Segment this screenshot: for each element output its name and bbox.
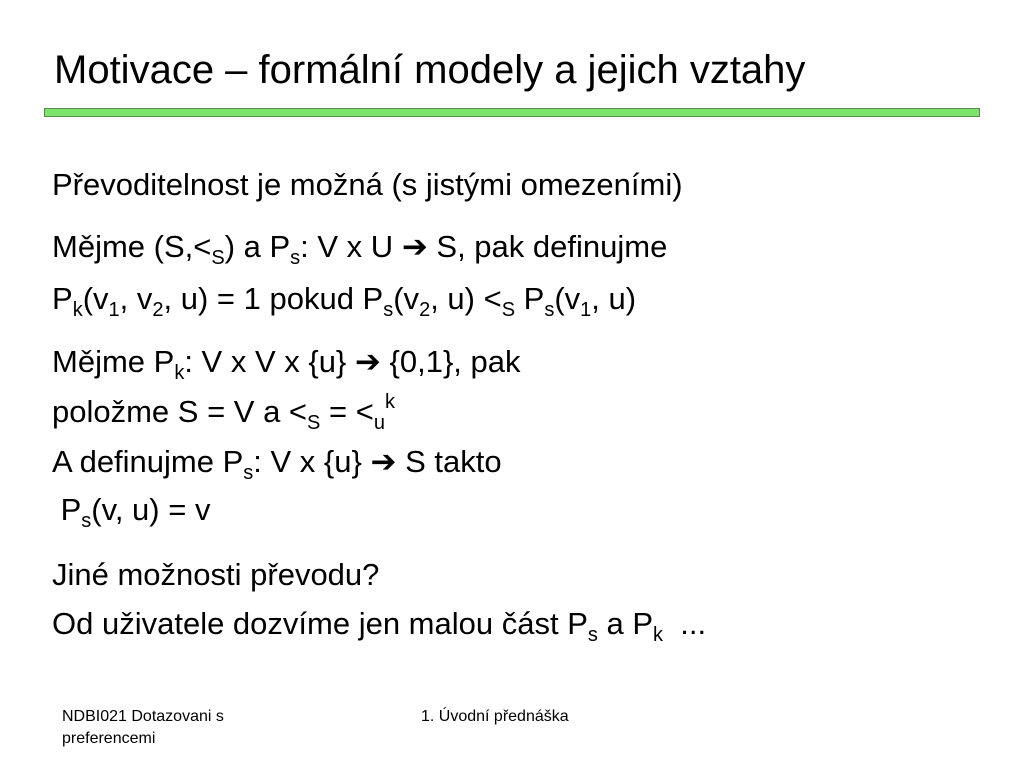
line-ps-formula: $P_s(v$, u) = v xyxy=(52,492,211,532)
line-user-info: Od uživatele dozvíme jen malou část $P_s$ a $P_k$ ... xyxy=(52,606,707,646)
footer-course: NDBI021 Dotazovani s preferencemi xyxy=(62,708,224,747)
footer-lecture: 1. Úvodní přednáška xyxy=(421,708,569,725)
line-set-s: položme S = V $a <_S = <_u^k$ xyxy=(52,391,395,434)
line-define-ps: A definujme $P_s$: V x {u} ➔ S takto xyxy=(52,444,502,484)
line-pk-signature: Mějme $P_k$: V x V x {u} ➔ {0,1}, pak xyxy=(52,344,521,384)
slide-title: Motivace – formální modely a jejich vztahy xyxy=(54,48,806,92)
line-definition-pk: $P_k(v_1$, $v_2$, u) = 1 pokud $P_s(v_2$, $u) <_S$ $P_s(v_1$, u) xyxy=(52,281,637,321)
line-other-options: Jiné možnosti převodu? xyxy=(52,557,380,592)
title-underline xyxy=(44,108,980,117)
line-convertibility: Převoditelnost je možná (s jistými omezeními) xyxy=(52,167,683,202)
arrow-icon: ➔ xyxy=(401,229,428,264)
arrow-icon: ➔ xyxy=(354,344,381,379)
line-definition-ps: Mějme $(S,<_S)$ a $P_s$: V x U ➔ S, pak definujme xyxy=(52,229,668,269)
arrow-icon: ➔ xyxy=(370,444,397,479)
